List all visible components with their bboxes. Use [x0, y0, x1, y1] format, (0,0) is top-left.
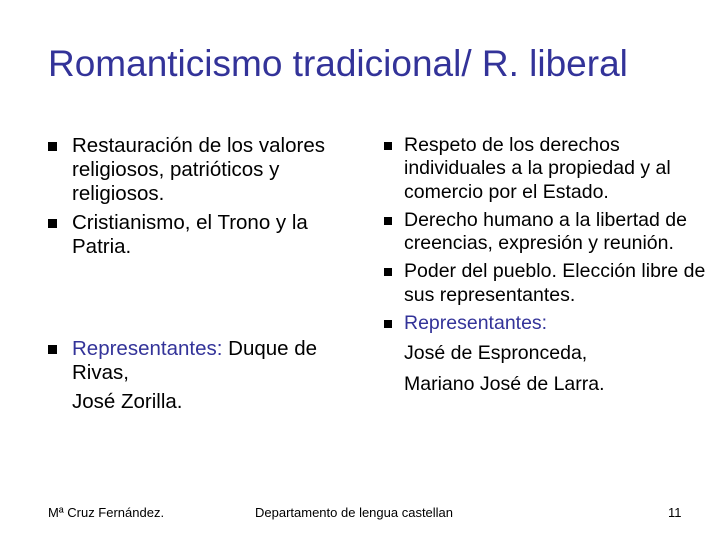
bullet-item: [48, 211, 348, 259]
bullet-text: Derecho humano a la libertad de creencias, expresión y reunión.: [404, 208, 687, 255]
square-bullet-icon: [48, 345, 57, 354]
bullet-text: Cristianismo, el Trono y la Patria.: [72, 211, 308, 258]
slide-title: Romanticismo tradicional/ R. liberal: [48, 43, 628, 84]
representative-name: José Zorilla.: [72, 390, 183, 413]
representatives-label: Representantes:: [72, 337, 223, 360]
right-column: [372, 134, 712, 396]
representatives-text: Duque de Rivas,: [72, 337, 318, 384]
representative-name: Mariano José de Larra.: [404, 372, 605, 395]
bullet-text: Poder del pueblo. Elección libre de sus representantes.: [404, 260, 706, 306]
bullet-item: [372, 260, 712, 307]
bullet-item-representatives: [372, 312, 712, 335]
bullet-item-representatives: [48, 337, 348, 385]
representative-name: José de Espronceda,: [404, 342, 588, 365]
bullet-item: [48, 134, 348, 206]
square-bullet-icon: [384, 268, 392, 276]
representatives-label: Representantes:: [404, 312, 548, 335]
footer-page-number: 11: [668, 505, 682, 520]
footer-author: Mª Cruz Fernández.: [48, 505, 165, 520]
bullet-text: Respeto de los derechos individuales a la propiedad y al comercio por el Estado.: [404, 134, 671, 203]
square-bullet-icon: [384, 320, 392, 328]
bullet-text: Restauración de los valores religiosos, patrióticos y religiosos.: [72, 134, 325, 205]
square-bullet-icon: [384, 217, 392, 225]
spacer: [48, 264, 348, 337]
footer-department: Departamento de lengua castellan: [255, 505, 454, 520]
bullet-item: [372, 134, 712, 204]
square-bullet-icon: [48, 142, 57, 151]
left-column: [48, 134, 348, 414]
square-bullet-icon: [48, 219, 57, 228]
square-bullet-icon: [384, 142, 392, 150]
bullet-item: [372, 209, 712, 256]
